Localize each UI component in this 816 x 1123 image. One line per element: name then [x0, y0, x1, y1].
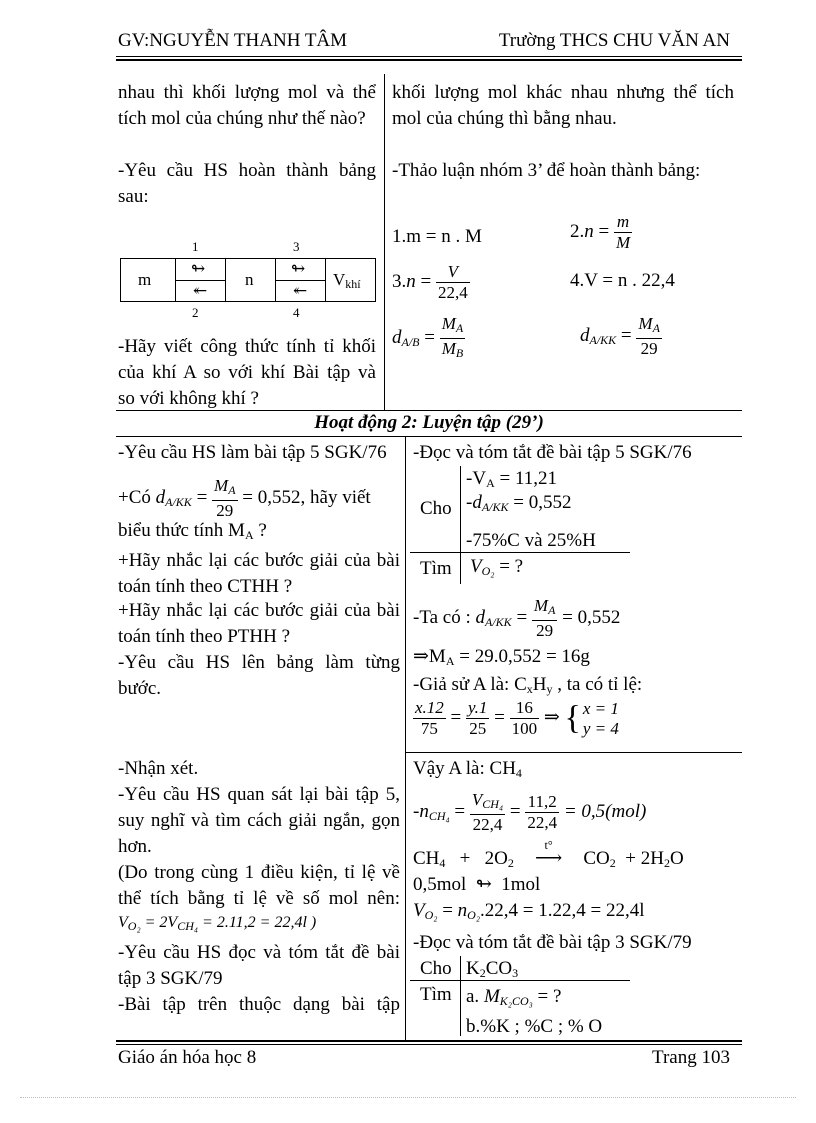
- formula-3: 3.n = $\frac{V}{22,4}$: [392, 262, 468, 302]
- density-formula-AB: $d_{A/B}$ = $\frac{M_A}{M_B}$: [392, 314, 464, 360]
- formula-1: 1.m = n . M: [392, 226, 482, 247]
- student-step-4: -Giả sử A là: $C_xH_y$ , ta có tỉ lệ:: [413, 674, 643, 696]
- teacher-hint-line-2: của khí A so với khí Bài tập và: [118, 362, 376, 383]
- scheme-v: $V_{khí}$: [333, 270, 361, 291]
- given-rule-2: [410, 980, 630, 981]
- section-title: Hoạt động 2: Luyện tập (29’): [314, 412, 544, 433]
- teacher-task-17: -Yêu cầu HS đọc và tóm tắt đề bài: [118, 942, 400, 963]
- teacher-task-6: +Hãy nhắc lại các bước giải của bài: [118, 600, 400, 621]
- scheme-n: n: [245, 270, 254, 289]
- scheme-arrow-left-4: ↞: [293, 281, 308, 300]
- teacher-task-11: -Yêu cầu HS quan sát lại bài tập 5,: [118, 784, 400, 805]
- teacher-task-19: -Bài tập trên thuộc dạng bài tập: [118, 994, 400, 1015]
- find-label-2: Tìm: [420, 984, 452, 1005]
- section-rule-mid: [406, 752, 742, 753]
- student-step-1: -Đọc và tóm tắt đề bài tập 5 SGK/76: [413, 442, 692, 463]
- teacher-task-5: toán tính theo CTHH ?: [118, 576, 293, 597]
- scheme-m: m: [138, 270, 152, 289]
- oxygen-volume: $V_{O_2} = n_{O_2}.22,4 = 1.22,4 = 22,4l$: [413, 900, 645, 922]
- teacher-question-line-2: tích mol của chúng như thế nào?: [118, 108, 366, 129]
- given-divider: [460, 466, 461, 584]
- density-formula-air: $d_{A/KK}$ = $\frac{M_A}{29}$: [580, 314, 660, 358]
- find-oxygen-volume: $V_{O_2}$ = ?: [470, 556, 524, 578]
- header-rule-thick: [116, 59, 742, 61]
- find-label: Tìm: [420, 558, 452, 579]
- teacher-request-line-2: sau:: [118, 186, 149, 207]
- given-volume: $-V_A = 11,21$: [466, 468, 557, 490]
- teacher-request-line-1: -Yêu cầu HS hoàn thành bảng: [118, 160, 376, 181]
- page-number: Trang 103: [652, 1047, 730, 1068]
- given-label-2: Cho: [420, 958, 452, 979]
- student-answer-line-1: khối lượng mol khác nhau nhưng thể tích: [392, 82, 734, 103]
- given-rule: [410, 552, 630, 553]
- mole-ratio: 0,5mol ↬ 1mol: [413, 874, 541, 895]
- teacher-name: GV:NGUYỄN THANH TÂM: [118, 30, 348, 51]
- conversion-scheme: [120, 258, 376, 302]
- ratio-equation: $\frac{x.12}{75}$ = $\frac{y.1}{25}$ = $\frac{16}{100}$ ⇒ { x = 1 y = 4: [415, 698, 619, 738]
- student-answer-line-2: mol của chúng thì bằng nhau.: [392, 108, 617, 129]
- scheme-label-2: 2: [192, 305, 199, 320]
- teacher-task-14: (Do trong cùng 1 điều kiện, tỉ lệ về: [118, 862, 400, 883]
- scheme-label-3: 3: [293, 239, 300, 254]
- teacher-task-8: -Yêu cầu HS lên bảng làm từng: [118, 652, 400, 673]
- reaction-equation: $CH_4$ + $2O_2$ t° ⟶ $CO_2 + 2H_2O$: [413, 838, 684, 870]
- student-step-8: -Đọc và tóm tắt đề bài tập 3 SGK/79: [413, 932, 692, 953]
- section-rule-top: [116, 410, 742, 411]
- teacher-task-7: toán tính theo PTHH ?: [118, 626, 291, 647]
- formula-4: 4.V = n . 22,4: [570, 270, 675, 291]
- teacher-task-4: +Hãy nhắc lại các bước giải của bài: [118, 550, 400, 571]
- teacher-hint-line-1: -Hãy viết công thức tính tỉ khối: [118, 336, 376, 357]
- footer-rule: [116, 1044, 742, 1045]
- teacher-task-16: $V_{O_2} = 2V_{CH_4} = 2.11,2 = 22,4l$ ): [118, 914, 317, 933]
- given-label: Cho: [420, 498, 452, 519]
- mole-calculation: $-n_{CH_4}$ = $\frac{V_{CH_4}}{22,4}$ = $\frac{11,2}{22,4}$ = 0,5(mol): [413, 790, 647, 834]
- find-percentages: b.%K ; %C ; % O: [466, 1016, 603, 1037]
- scheme-label-4: 4: [293, 305, 300, 320]
- find-molar-mass: a. $M_{K_2CO_3}$ = ?: [466, 986, 562, 1008]
- teacher-question-line-1: nhau thì khối lượng mol và thể: [118, 82, 376, 103]
- section-rule-bottom: [116, 436, 742, 437]
- header-rule: [116, 56, 742, 57]
- scheme-label-1: 1: [192, 239, 199, 254]
- formula-2: 2.n = $\frac{m}{M}$: [570, 212, 631, 252]
- given-divider-2: [460, 956, 461, 1036]
- footer-rule-thick: [116, 1040, 742, 1042]
- column-divider-2: [405, 437, 406, 1040]
- teacher-task-2: +Có $d_{A/KK}$ = $\frac{M_A}{29}$ = 0,552, hãy viết: [118, 476, 371, 520]
- teacher-task-1: -Yêu cầu HS làm bài tập 5 SGK/76: [118, 442, 387, 463]
- scheme-arrow-left-2: ↞: [193, 281, 208, 300]
- teacher-task-12: suy nghĩ và tìm cách giải ngắn, gọn: [118, 810, 400, 831]
- page-header: [118, 30, 730, 54]
- school-name: Trường THCS CHU VĂN AN: [498, 30, 730, 51]
- student-step-2: -Ta có : $d_{A/KK}$ = $\frac{M_A}{29}$ = 0,552: [413, 596, 621, 640]
- scheme-arrow-right-3: ↬: [291, 259, 306, 278]
- column-divider-1: [384, 74, 385, 410]
- teacher-task-13: hơn.: [118, 836, 152, 857]
- teacher-task-15: thể tích bằng tỉ lệ về số mol nên:: [118, 888, 400, 909]
- given-density: $-d_{A/KK} = 0,552$: [466, 492, 572, 514]
- teacher-task-10: -Nhận xét.: [118, 758, 199, 779]
- teacher-task-3: biểu thức tính $M_A$ ?: [118, 520, 267, 542]
- teacher-task-18: tập 3 SGK/79: [118, 968, 223, 989]
- given-composition: -75%C và 25%H: [466, 530, 596, 551]
- student-step-3: $\Rightarrow M_A = 29.0,552 = 16g$: [413, 646, 590, 668]
- footer-title: Giáo án hóa học 8: [118, 1047, 257, 1068]
- student-discussion: -Thảo luận nhóm 3’ để hoàn thành bảng:: [392, 160, 701, 181]
- given-compound: $K_2CO_3$: [466, 958, 519, 980]
- page-edge: [20, 1097, 796, 1098]
- teacher-hint-line-3: so với không khí ?: [118, 388, 259, 409]
- student-conclusion: Vậy A là: $CH_4$: [413, 758, 522, 780]
- scheme-arrow-right-1: ↬: [191, 259, 206, 278]
- teacher-task-9: bước.: [118, 678, 162, 699]
